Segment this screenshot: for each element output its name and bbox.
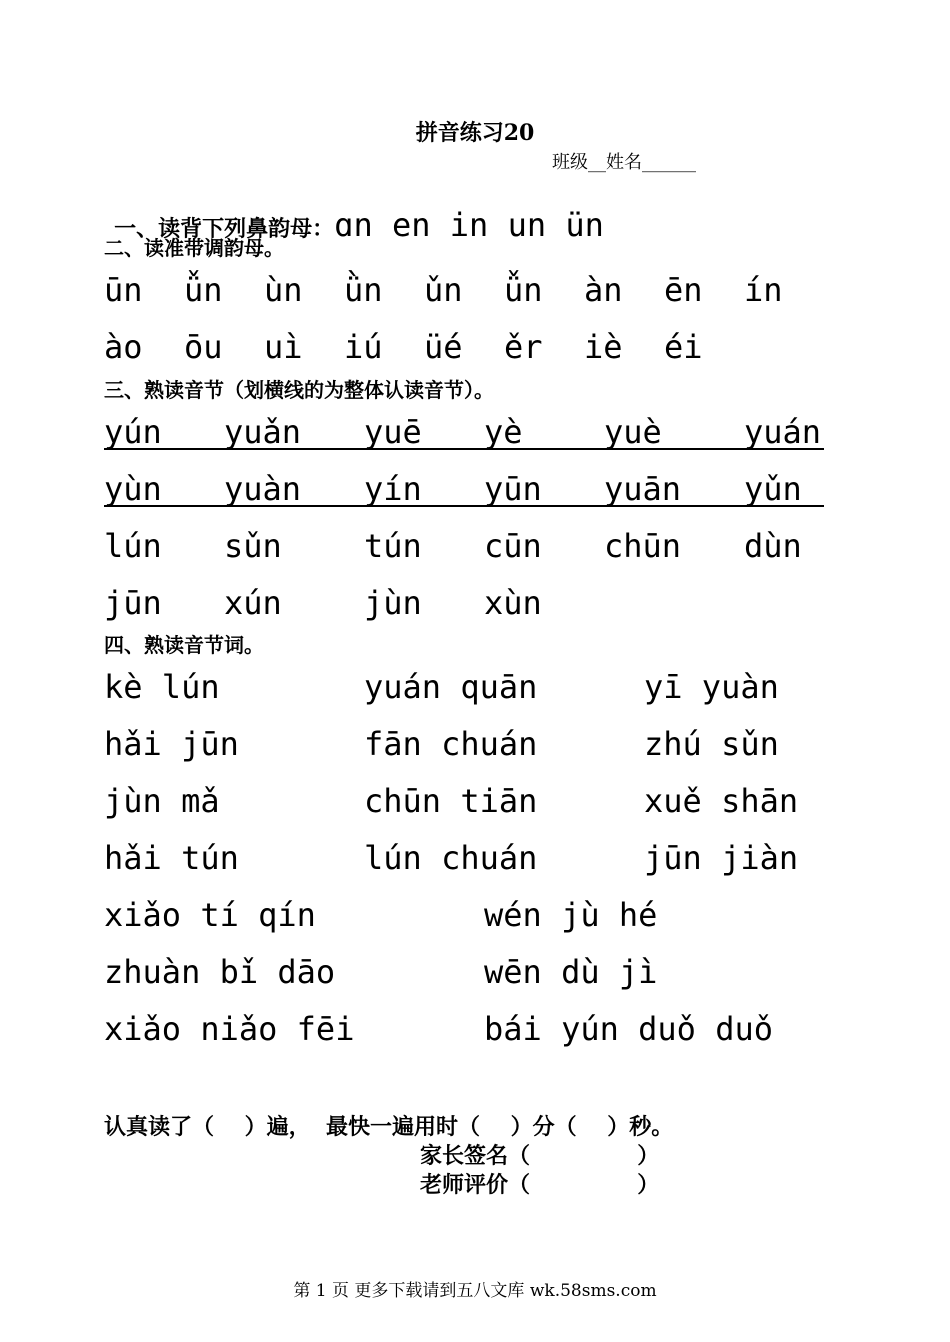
syllables-row-4 xyxy=(104,583,824,623)
pinyin-word: lún chuán xyxy=(364,839,538,877)
section3-heading: 三、熟读音节（划横线的为整体认读音节）。 xyxy=(104,378,494,402)
pinyin-phrase: wén jù hé xyxy=(484,896,658,934)
syllable: yùn xyxy=(104,470,162,508)
syllable: yuán xyxy=(744,413,822,451)
syllable: xún xyxy=(224,584,282,622)
pinyin-word: hǎi jūn xyxy=(104,725,239,763)
worksheet-title: 拼音练习20 xyxy=(415,120,535,146)
toned-final: ǚn xyxy=(184,271,223,309)
toned-final: ěr xyxy=(504,328,543,366)
syllable: yún xyxy=(104,413,162,451)
phrase-row xyxy=(104,1009,824,1049)
toned-finals-row-2 xyxy=(104,327,824,367)
pinyin-word: xuě shān xyxy=(644,782,799,820)
pinyin-word: jūn jiàn xyxy=(644,839,799,877)
syllable: sǔn xyxy=(224,527,282,565)
syllable: yè xyxy=(484,413,523,451)
syllable: yǔn xyxy=(744,470,802,508)
word-row xyxy=(104,667,824,707)
syllable: xùn xyxy=(484,584,542,622)
pinyin-word: fān chuán xyxy=(364,725,538,763)
nasal-finals: ɑn en in un ün xyxy=(334,206,604,244)
reading-record: 认真读了（ ）遍， 最快一遍用时（ ）分（ ）秒。 xyxy=(104,1114,674,1140)
phrase-row xyxy=(104,952,824,992)
toned-final: ōu xyxy=(184,328,223,366)
toned-final: uì xyxy=(264,328,303,366)
parent-signature: 家长签名（ ） xyxy=(420,1143,660,1169)
toned-final: ùn xyxy=(264,271,303,309)
teacher-comment: 老师评价（ ） xyxy=(420,1172,660,1198)
section1-heading: 一、读背下列鼻韵母： xyxy=(114,216,335,242)
syllable: yuàn xyxy=(224,470,302,508)
pinyin-word: zhú sǔn xyxy=(644,725,779,763)
toned-final: ǔn xyxy=(424,271,463,309)
toned-finals-row-1 xyxy=(104,270,824,310)
pinyin-word: yī yuàn xyxy=(644,668,779,706)
word-row xyxy=(104,724,824,764)
pinyin-phrase: xiǎo tí qín xyxy=(104,896,316,934)
toned-final: éi xyxy=(664,328,703,366)
syllable: yuān xyxy=(604,470,682,508)
word-row xyxy=(104,781,824,821)
syllable: jūn xyxy=(104,584,162,622)
syllable: cūn xyxy=(484,527,542,565)
whole-syllables-row-1 xyxy=(104,412,824,450)
toned-final: ào xyxy=(104,328,143,366)
toned-final: üé xyxy=(424,328,463,366)
pinyin-word: kè lún xyxy=(104,668,220,706)
page-footer: 第 1 页 更多下载请到五八文库 wk.58sms.com xyxy=(293,1281,657,1301)
pinyin-word: hǎi tún xyxy=(104,839,239,877)
whole-syllables-row-2 xyxy=(104,469,824,507)
word-row xyxy=(104,838,824,878)
syllable: dùn xyxy=(744,527,802,565)
section4-heading: 四、熟读音节词。 xyxy=(104,633,264,657)
syllable: yín xyxy=(364,470,422,508)
phrase-row xyxy=(104,895,824,935)
syllable: jùn xyxy=(364,584,422,622)
toned-final: àn xyxy=(584,271,623,309)
syllable: yuè xyxy=(604,413,662,451)
syllable: yuǎn xyxy=(224,413,302,451)
toned-final: iú xyxy=(344,328,383,366)
syllables-row-3 xyxy=(104,526,824,566)
syllable: yūn xyxy=(484,470,542,508)
pinyin-word: jùn mǎ xyxy=(104,782,220,820)
pinyin-phrase: bái yún duǒ duǒ xyxy=(484,1010,773,1048)
toned-final: ín xyxy=(744,271,783,309)
syllable: lún xyxy=(104,527,162,565)
pinyin-phrase: xiǎo niǎo fēi xyxy=(104,1010,355,1048)
pinyin-word: yuán quān xyxy=(364,668,538,706)
syllable: chūn xyxy=(604,527,682,565)
toned-final: iè xyxy=(584,328,623,366)
pinyin-word: chūn tiān xyxy=(364,782,538,820)
toned-final: ūn xyxy=(104,271,143,309)
syllable: yuē xyxy=(364,413,422,451)
pinyin-phrase: zhuàn bǐ dāo xyxy=(104,953,336,991)
toned-final: ǚn xyxy=(504,271,543,309)
toned-final: ēn xyxy=(664,271,703,309)
class-name-line: 班级__姓名______ xyxy=(552,152,696,173)
syllable: tún xyxy=(364,527,422,565)
section2-heading: 二、读准带调韵母。 xyxy=(104,236,284,260)
toned-final: ǜn xyxy=(344,271,383,309)
pinyin-phrase: wēn dù jì xyxy=(484,953,658,991)
